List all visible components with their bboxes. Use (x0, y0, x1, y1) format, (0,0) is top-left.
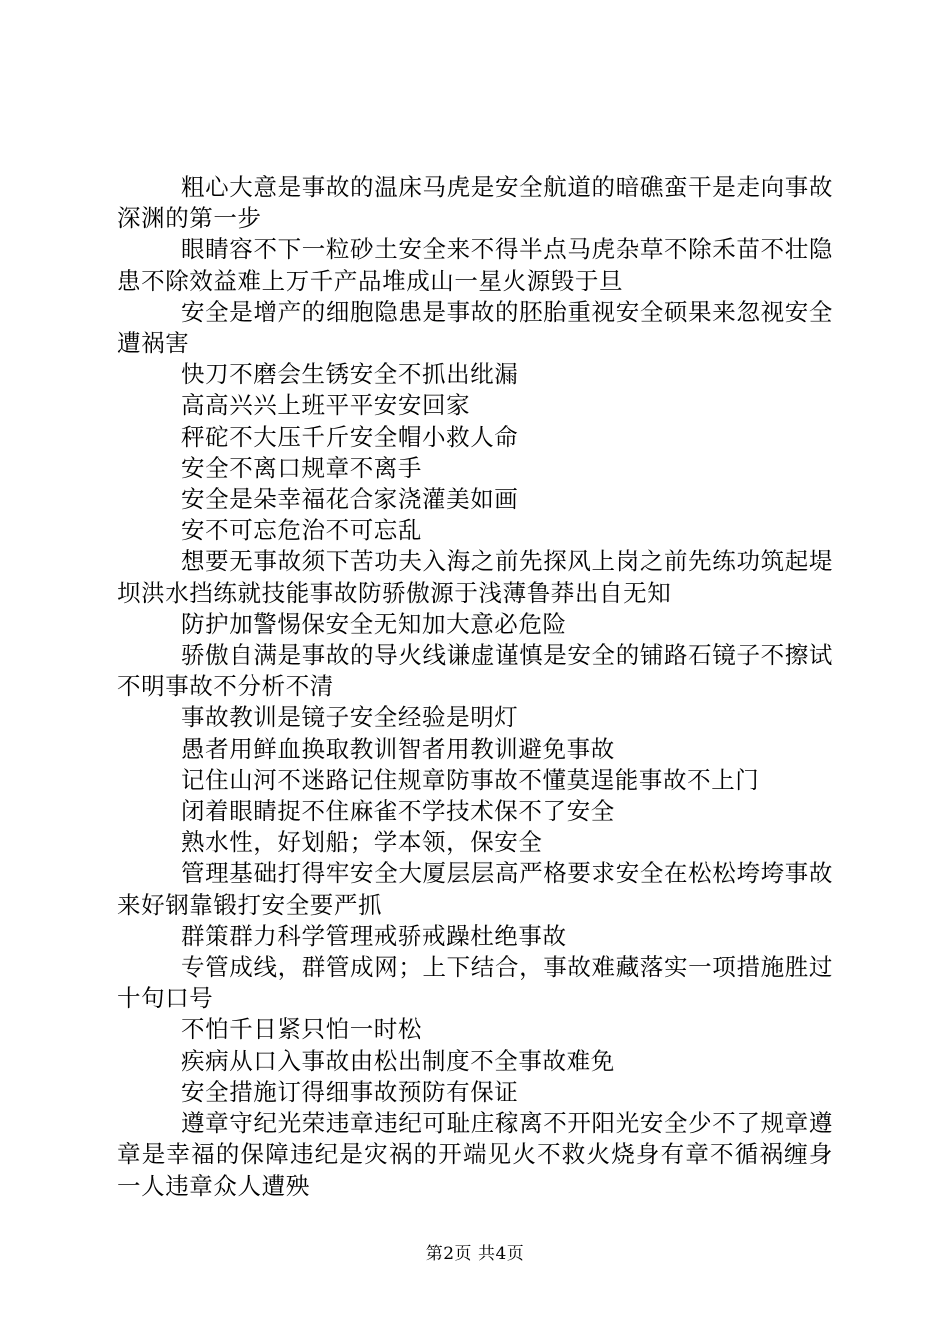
body-text (117, 172, 833, 1202)
paragraph: 熟水性，好划船；学本领，保安全 (181, 828, 543, 857)
paragraph: 安全措施订得细事故预防有保证 (181, 1077, 519, 1106)
paragraph: 想要无事故须下苦功夫入海之前先探风上岗之前先练功筑起堤坝洪水挡练就技能事故防骄傲源于浅薄鲁莽出自无知 (117, 547, 833, 607)
paragraph: 秤砣不大压千斤安全帽小救人命 (181, 422, 519, 451)
paragraph: 管理基础打得牢安全大厦层层高严格要求安全在松松垮垮事故来好钢靠锻打安全要严抓 (117, 859, 833, 919)
paragraph: 粗心大意是事故的温床马虎是安全航道的暗礁蛮干是走向事故深渊的第一步 (117, 173, 833, 233)
paragraph: 安不可忘危治不可忘乱 (181, 516, 422, 545)
paragraph: 不怕千日紧只怕一时松 (181, 1015, 422, 1044)
paragraph: 闭着眼睛捉不住麻雀不学技术保不了安全 (181, 797, 615, 826)
paragraph: 高高兴兴上班平平安安回家 (181, 391, 471, 420)
paragraph: 眼睛容不下一粒砂土安全来不得半点马虎杂草不除禾苗不壮隐患不除效益难上万千产品堆成山一星火源毁于旦 (117, 235, 833, 295)
paragraph: 疾病从口入事故由松出制度不全事故难免 (181, 1046, 615, 1075)
paragraph: 快刀不磨会生锈安全不抓出纰漏 (181, 360, 519, 389)
paragraph: 事故教训是镜子安全经验是明灯 (181, 703, 519, 732)
paragraph: 防护加警惕保安全无知加大意必危险 (181, 609, 567, 638)
paragraph: 安全不离口规章不离手 (181, 453, 422, 482)
paragraph: 安全是增产的细胞隐患是事故的胚胎重视安全硕果来忽视安全遭祸害 (117, 297, 833, 358)
paragraph: 专管成线，群管成网；上下结合，事故难藏落实一项措施胜过十句口号 (117, 953, 833, 1013)
paragraph: 愚者用鲜血换取教训智者用教训避免事故 (181, 734, 615, 763)
paragraph: 骄傲自满是事故的导火线谦虚谨慎是安全的铺路石镜子不擦试不明事故不分析不清 (117, 641, 833, 701)
paragraph: 安全是朵幸福花合家浇灌美如画 (181, 485, 519, 514)
paragraph: 遵章守纪光荣违章违纪可耻庄稼离不开阳光安全少不了规章遵章是幸福的保障违纪是灾祸的开端见火不救火烧身有章不循祸缠身一人违章众人遭殃 (117, 1109, 833, 1200)
paragraph: 记住山河不迷路记住规章防事故不懂莫逞能事故不上门 (181, 765, 760, 794)
paragraph: 群策群力科学管理戒骄戒躁杜绝事故 (181, 921, 567, 950)
page-number-footer: 第2页 共4页 (425, 1244, 525, 1264)
